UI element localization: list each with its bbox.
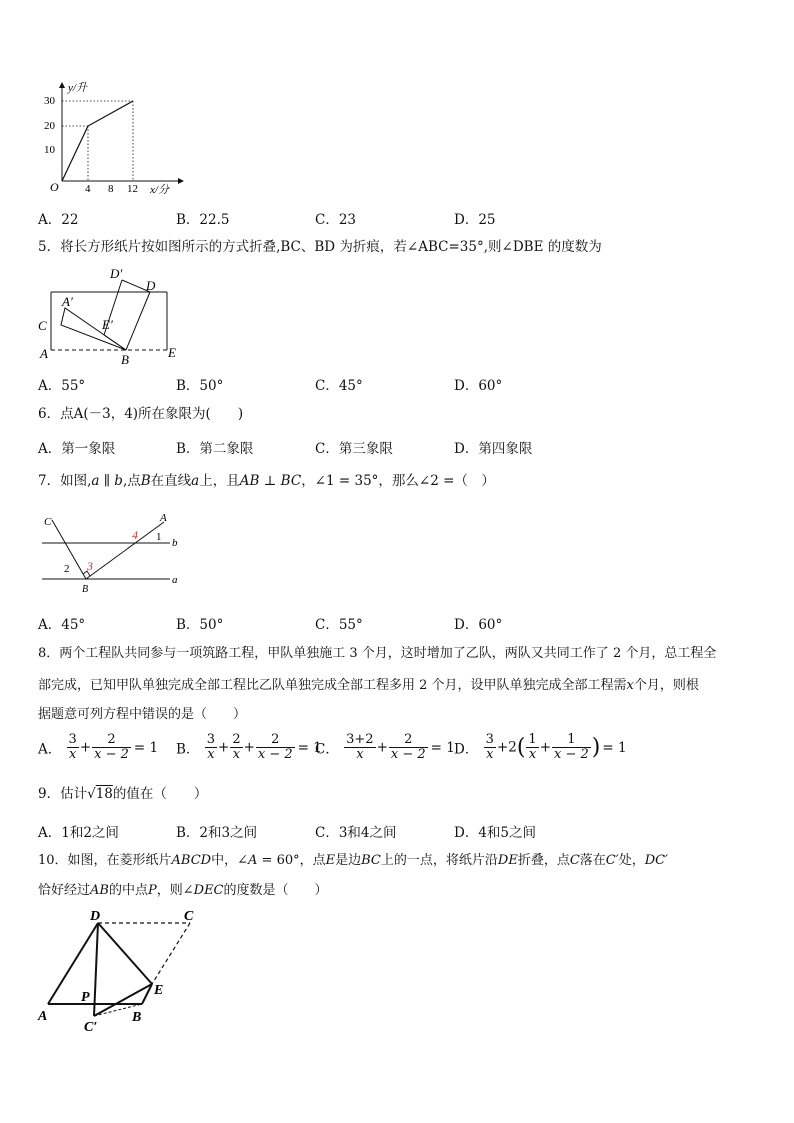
q9-option-a[interactable]: A．1和2之间 <box>38 825 119 841</box>
q5-label-eprime: E′ <box>102 317 113 332</box>
q7-label-2: 2 <box>64 563 70 575</box>
q10-label-a: A <box>38 1009 48 1024</box>
q4-graph <box>38 80 188 200</box>
q8-stem-line2: 部完成，已知甲队单独完成全部工程比乙队单独完成全部工程多用 2 个月，设甲队单独完成全部工程需x个月，则根 <box>38 678 699 693</box>
q8-option-a[interactable]: A． $\frac{3}{x}$ + $\frac{2}{x - 2}$ = 1 <box>38 732 159 762</box>
q5-option-b[interactable]: B．50° <box>176 378 224 394</box>
q7-option-a[interactable]: A．45° <box>38 617 86 633</box>
q9-radicand: 18 <box>95 786 113 802</box>
q10-label-b: B <box>132 1010 142 1025</box>
q9-option-c[interactable]: C．3和4之间 <box>315 825 397 841</box>
q5-option-a[interactable]: A．55° <box>38 378 86 394</box>
q7-label-3: 3 <box>87 559 93 573</box>
q7-label-b-line: b <box>172 537 178 549</box>
q5-label-d: D <box>146 278 156 293</box>
q4-xlabel: x/分 <box>150 184 169 196</box>
q10-stem-line1: 10．如图，在菱形纸片ABCD中，∠A = 60°，点E是边BC上的一点，将纸片沿DE折叠，点C落在C′处，DC′ <box>38 853 669 868</box>
q6-option-d[interactable]: D．第四象限 <box>454 441 533 457</box>
q4-xtick-4: 4 <box>85 183 91 195</box>
q4-ytick-10: 10 <box>44 144 55 156</box>
q6-option-b[interactable]: B．第二象限 <box>176 441 254 457</box>
q5-option-d[interactable]: D．60° <box>454 378 503 394</box>
q6-option-a[interactable]: A．第一象限 <box>38 441 116 457</box>
q7-option-d[interactable]: D．60° <box>454 617 503 633</box>
q5-option-c[interactable]: C．45° <box>315 378 363 394</box>
q8-option-b[interactable]: B． $\frac{3}{x}$ + $\frac{2}{x}$ + $\frac{2}{x - 2}$ = 1 <box>176 732 322 762</box>
q8-option-d[interactable]: D． $\frac{3}{x}$ +2( $\frac{1}{x}$ + $\frac{1}{x - 2}$ ) = 1 <box>454 732 627 762</box>
q9-option-d[interactable]: D．4和5之间 <box>454 825 537 841</box>
q9-stem: 9．估计√18的值在（ ） <box>38 786 208 802</box>
q7-figure <box>36 508 186 598</box>
q4-ytick-30: 30 <box>44 95 55 107</box>
q4-origin: O <box>50 180 59 194</box>
q7-label-c: C <box>44 516 52 528</box>
q5-stem: 5．将长方形纸片按如图所示的方式折叠,BC、BD 为折痕，若∠ABC=35°,则∠DBE 的度数为 <box>38 239 602 255</box>
q8-option-c[interactable]: C． $\frac{3+2}{x}$ + $\frac{2}{x - 2}$ = 1 <box>315 732 455 762</box>
q4-ylabel: y/升 <box>68 82 87 94</box>
q5-label-dprime: D′ <box>110 266 123 281</box>
q5-label-aprime: A′ <box>62 294 73 309</box>
q9-option-b[interactable]: B．2和3之间 <box>176 825 258 841</box>
q10-label-cprime: C′ <box>84 1020 98 1034</box>
q4-option-a[interactable]: A．22 <box>38 212 79 228</box>
q4-ytick-20: 20 <box>44 120 55 132</box>
q7-label-1: 1 <box>156 531 162 543</box>
q6-option-c[interactable]: C．第三象限 <box>315 441 393 457</box>
q4-option-b[interactable]: B．22.5 <box>176 212 230 228</box>
q4-option-c[interactable]: C．23 <box>315 212 357 228</box>
q7-option-b[interactable]: B．50° <box>176 617 224 633</box>
q7-option-c[interactable]: C．55° <box>315 617 363 633</box>
q6-stem: 6．点A(－3，4)所在象限为( ) <box>38 406 244 422</box>
q10-label-e: E <box>154 983 164 998</box>
q5-figure <box>34 263 184 368</box>
q7-label-b: B <box>82 584 89 595</box>
q10-label-c: C <box>184 909 194 924</box>
q4-xtick-12: 12 <box>127 183 138 195</box>
q5-label-e: E <box>168 345 176 360</box>
q7-label-4: 4 <box>132 528 138 542</box>
q4-xtick-8: 8 <box>108 183 114 195</box>
q8-stem-line1: 8．两个工程队共同参与一项筑路工程，甲队单独施工 3 个月，这时增加了乙队，两队又共同工作了 2 个月，总工程全 <box>38 646 717 661</box>
q7-label-a-line: a <box>172 574 178 586</box>
q10-figure <box>32 904 207 1034</box>
q8-stem-line3: 据题意可列方程中错误的是（ ） <box>38 707 247 722</box>
q7-label-a: A <box>160 512 167 524</box>
q5-label-b: B <box>121 352 129 367</box>
q10-stem-line2: 恰好经过AB的中点P，则∠DEC的度数是（ ） <box>38 883 328 898</box>
q10-label-d: D <box>90 909 101 924</box>
q10-label-p: P <box>81 990 90 1005</box>
sqrt-symbol: √ <box>87 786 96 802</box>
q4-option-d[interactable]: D．25 <box>454 212 496 228</box>
q5-label-c: C <box>38 318 47 333</box>
q5-label-a: A <box>40 346 48 361</box>
q7-stem: 7．如图,a ∥ b,点B在直线a上，且AB ⊥ BC，∠1 = 35°，那么∠2 =（ ） <box>38 473 495 489</box>
